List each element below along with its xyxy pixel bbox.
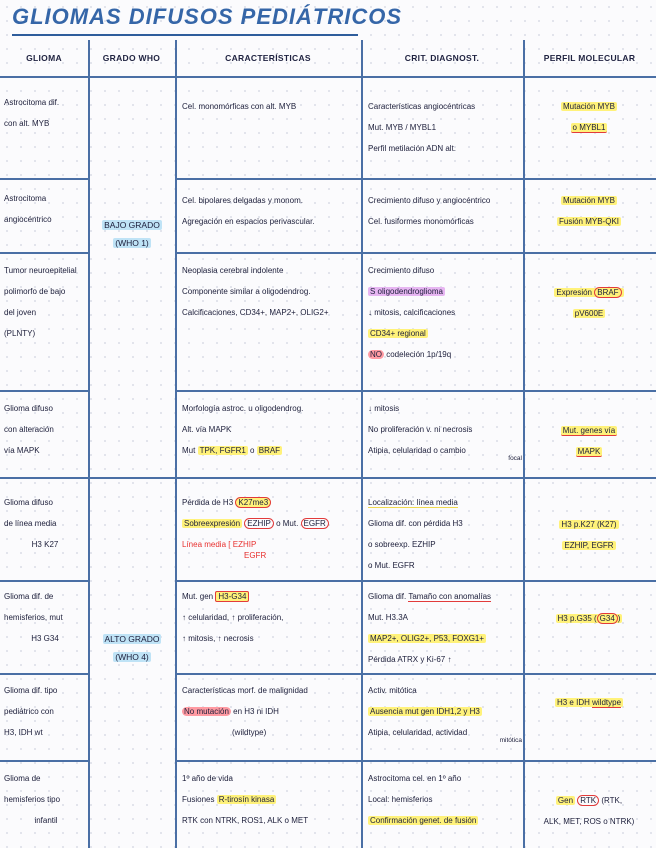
table-row-8-glioma (4, 768, 88, 831)
diagnostic-line: Activ. mitótica (368, 686, 417, 695)
header-characteristics: CARACTERÍSTICAS (225, 53, 311, 63)
table-row-1-diagnostic (368, 96, 520, 159)
characteristic-circled: K27me3 (235, 497, 271, 508)
row-divider (0, 76, 656, 78)
header-diagnostic: CRIT. DIAGNOST. (404, 53, 480, 63)
characteristic-line: Mut. gen (182, 592, 214, 601)
negation-tag: No mutación (184, 707, 229, 716)
diagnostic-underlined: Tamaño con anomalías (408, 592, 492, 601)
row-divider (175, 760, 656, 762)
molecular-marker: Expresión (556, 288, 592, 297)
row-divider (0, 760, 88, 762)
grade-low-label: BAJO GRADO (104, 220, 160, 230)
table-row-1-molecular (526, 96, 652, 138)
row-divider (175, 673, 656, 675)
row-divider (0, 390, 88, 392)
table-row-4-molecular (526, 420, 652, 462)
title-underline (12, 34, 358, 36)
diagnostic-line: Crecimiento difuso y angiocéntrico (368, 196, 491, 205)
glioma-name-line: Glioma dif. de (4, 592, 54, 601)
table-row-3-glioma (4, 260, 88, 344)
grade-low-who: (WHO 1) (115, 238, 149, 248)
table-row-4-diagnostic (368, 398, 522, 463)
molecular-marker: ALK, MET, ROS o NTRK) (543, 817, 635, 826)
diagnostic-line: Local: hemisferios (368, 795, 433, 804)
glioma-name-line: H3 K27 (31, 540, 59, 549)
molecular-marker: Gen (557, 796, 574, 805)
page-title: GLIOMAS DIFUSOS PEDIÁTRICOS (12, 4, 403, 29)
row-divider (0, 673, 88, 675)
characteristic-line: Fusiones (182, 795, 215, 804)
diagnostic-line: Pérdida ATRX y Ki-67 ↑ (368, 655, 452, 664)
molecular-marker: Mutación MYB (562, 196, 616, 205)
characteristic-red-note: EGFR (244, 551, 267, 560)
glioma-table (0, 40, 656, 848)
characteristic-line: o Mut. (276, 519, 299, 528)
table-row-3-diagnostic (368, 260, 522, 365)
characteristic-line: 1º año de vida (182, 774, 233, 783)
grade-high-who: (WHO 4) (115, 652, 149, 662)
row-divider (0, 252, 88, 254)
glioma-name-line: Glioma difuso (4, 498, 53, 507)
characteristic-line: ↑ celularidad, ↑ proliferación, (182, 613, 284, 622)
table-row-6-diagnostic (368, 586, 522, 670)
characteristic-circled: EGFR (301, 518, 329, 529)
diagnostic-highlight: S oligodendroglioma (370, 287, 443, 296)
row-divider (0, 477, 656, 479)
characteristic-highlight: BRAF (258, 446, 281, 455)
table-row-2-diagnostic (368, 190, 522, 232)
glioma-name-line: Glioma de (4, 774, 41, 783)
table-row-4-glioma (4, 398, 86, 461)
glioma-name-line: con alteración (4, 425, 54, 434)
molecular-marker: H3 p.K27 (K27) (561, 520, 617, 529)
molecular-marker-circled: BRAF (594, 287, 621, 298)
glioma-name-line: angiocéntrico (4, 215, 52, 224)
characteristic-line: o (250, 446, 255, 455)
grade-high-label: ALTO GRADO (104, 634, 160, 644)
diagnostic-highlight: CD34+ regional (370, 329, 426, 338)
col-divider (523, 40, 525, 848)
molecular-marker: pV600E (574, 309, 604, 318)
characteristic-line: Cel. monomórficas con alt. MYB (182, 102, 297, 111)
characteristic-line: Morfología astroc. u oligodendrog. (182, 404, 304, 413)
characteristic-highlight: Sobreexpresión (184, 519, 241, 528)
glioma-name-line: (PLNTY) (4, 329, 36, 338)
characteristic-line: en H3 ni IDH (233, 707, 279, 716)
diagnostic-line: Mut. MYB / MYBL1 (368, 123, 437, 132)
glioma-name-line: con alt. MYB (4, 119, 50, 128)
table-row-7-characteristics (182, 680, 360, 743)
characteristic-line: Mut (182, 446, 196, 455)
molecular-marker-underlined: wildtype (592, 698, 622, 707)
table-row-1-glioma (4, 92, 86, 134)
diagnostic-note: focal (508, 455, 522, 462)
characteristic-line: Pérdida de H3 (182, 498, 234, 507)
table-row-3-molecular (526, 282, 652, 324)
col-divider (361, 40, 363, 848)
table-row-6-characteristics (182, 586, 360, 649)
diagnostic-line: o sobreexp. EZHIP (368, 540, 436, 549)
diagnostic-line: Glioma dif. con pérdida H3 (368, 519, 463, 528)
table-row-2-characteristics (182, 190, 360, 232)
diagnostic-line: Cel. fusiformes monomórficas (368, 217, 474, 226)
molecular-marker: EZHIP, EGFR (564, 541, 614, 550)
glioma-name-line: Tumor neuroepitelial (4, 266, 77, 275)
table-row-8-characteristics (182, 768, 360, 831)
glioma-name-line: Glioma dif. tipo (4, 686, 58, 695)
glioma-name-line: Astrocitoma dif. (4, 98, 60, 107)
table-row-2-molecular (526, 190, 652, 232)
characteristic-line: Neoplasia cerebral indolente (182, 266, 284, 275)
table-row-5-characteristics (182, 492, 360, 566)
bracket-icon: [ (228, 540, 231, 549)
header-grade: GRADO WHO (102, 53, 161, 63)
glioma-name-line: polimorfo de bajo (4, 287, 66, 296)
table-row-5-molecular (526, 514, 652, 556)
molecular-marker: H3 p.G35 (557, 614, 592, 623)
glioma-name-line: H3 G34 (31, 634, 59, 643)
molecular-marker: H3 e IDH (556, 698, 590, 707)
diagnostic-line: Mut. H3.3A (368, 613, 409, 622)
glioma-name-line: Glioma difuso (4, 404, 53, 413)
molecular-marker: (RTK, (601, 796, 623, 805)
row-divider (175, 252, 656, 254)
characteristic-line: (wildtype) (232, 728, 267, 737)
molecular-marker: o MYBL1 (572, 123, 606, 132)
header-glioma: GLIOMA (26, 53, 62, 63)
molecular-marker-circled: G34 (597, 613, 618, 624)
diagnostic-line: ↓ mitosis (368, 404, 400, 413)
diagnostic-line: Astrocitoma cel. en 1º año (368, 774, 462, 783)
diagnostic-highlight: Ausencia mut gen IDH1,2 y H3 (370, 707, 480, 716)
grade-high (90, 630, 174, 666)
diagnostic-line: No proliferación v. ni necrosis (368, 425, 473, 434)
table-row-7-molecular (526, 692, 652, 713)
row-divider (175, 580, 656, 582)
characteristic-boxed: H3-G34 (215, 591, 249, 602)
diagnostic-line: Perfil metilación ADN alt. (368, 144, 457, 153)
diagnostic-line: o Mut. EGFR (368, 561, 415, 570)
diagnostic-highlight: Confirmación genet. de fusión (370, 816, 477, 825)
characteristic-highlight: TPK, FGFR1 (199, 446, 246, 455)
characteristic-line: Componente similar a oligodendrog. (182, 287, 311, 296)
glioma-name-line: infantil (34, 816, 58, 825)
diagnostic-line: ↓ mitosis, calcificaciones (368, 308, 456, 317)
table-row-7-glioma (4, 680, 88, 743)
table-row-8-diagnostic (368, 768, 522, 831)
characteristic-line: Calcificaciones, CD34+, MAP2+, OLIG2+ (182, 308, 329, 317)
diagnostic-line: Localización: línea media (368, 498, 458, 507)
characteristic-highlight: R-tirosín kinasa (218, 795, 275, 804)
glioma-name-line: de línea media (4, 519, 57, 528)
row-divider (175, 390, 656, 392)
glioma-name-line: H3, IDH wt (4, 728, 43, 737)
col-divider (175, 40, 177, 848)
diagnostic-note: mitótica (499, 737, 522, 744)
table-row-8-molecular (524, 790, 654, 832)
row-divider (175, 178, 656, 180)
characteristic-line: Características morf. de malignidad (182, 686, 308, 695)
table-row-5-glioma (4, 492, 86, 555)
table-row-4-characteristics (182, 398, 360, 461)
diagnostic-line: Atipia, celularidad, actividad (368, 728, 468, 737)
table-row-6-molecular: H3 p.G35 ( G34 ) (557, 614, 621, 623)
table-row-6-glioma (4, 586, 86, 649)
characteristic-line: RTK con NTRK, ROS1, ALK o MET (182, 816, 309, 825)
table-row-5-diagnostic (368, 492, 522, 576)
glioma-name-line: del joven (4, 308, 37, 317)
characteristic-circled: EZHIP (244, 518, 274, 529)
characteristic-line: Alt. vía MAPK (182, 425, 232, 434)
characteristic-red-note: EZHIP (232, 540, 257, 549)
glioma-name-line: Astrocitoma (4, 194, 47, 203)
grade-low (90, 216, 174, 252)
diagnostic-line: codeleción 1p/19q (386, 350, 452, 359)
diagnostic-line: Atipia, celularidad o cambio (368, 446, 466, 455)
diagnostic-line: Glioma dif. (368, 592, 407, 601)
glioma-name-line: pediátrico con (4, 707, 54, 716)
diagnostic-line: Crecimiento difuso (368, 266, 435, 275)
characteristic-red-note: Línea media (182, 540, 227, 549)
table-row-7-diagnostic (368, 680, 522, 745)
molecular-marker: Fusión MYB-QKI (558, 217, 619, 226)
glioma-name-line: hemisferios, mut (4, 613, 63, 622)
diagnostic-highlight: MAP2+, OLIG2+, P53, FOXG1+ (370, 634, 485, 643)
row-divider (0, 178, 88, 180)
header-molecular: PERFIL MOLECULAR (543, 53, 636, 63)
molecular-marker: Mut. genes vía (562, 426, 616, 435)
row-divider (0, 580, 88, 582)
characteristic-line: ↑ mitosis, ↑ necrosis (182, 634, 254, 643)
characteristic-line: Cel. bipolares delgadas y monom. (182, 196, 303, 205)
negation-tag: NO (370, 350, 382, 359)
characteristic-line: Agregación en espacios perivascular. (182, 217, 315, 226)
table-row-2-glioma (4, 188, 86, 230)
table-row-3-characteristics (182, 260, 360, 323)
molecular-marker: Mutación MYB (562, 102, 616, 111)
molecular-marker-circled: RTK (577, 795, 599, 806)
glioma-name-line: hemisferios tipo (4, 795, 61, 804)
glioma-name-line: vía MAPK (4, 446, 40, 455)
col-divider (88, 40, 90, 848)
table-row-1-characteristics (182, 96, 358, 117)
diagnostic-line: Características angiocéntricas (368, 102, 476, 111)
molecular-marker: MAPK (577, 447, 601, 456)
